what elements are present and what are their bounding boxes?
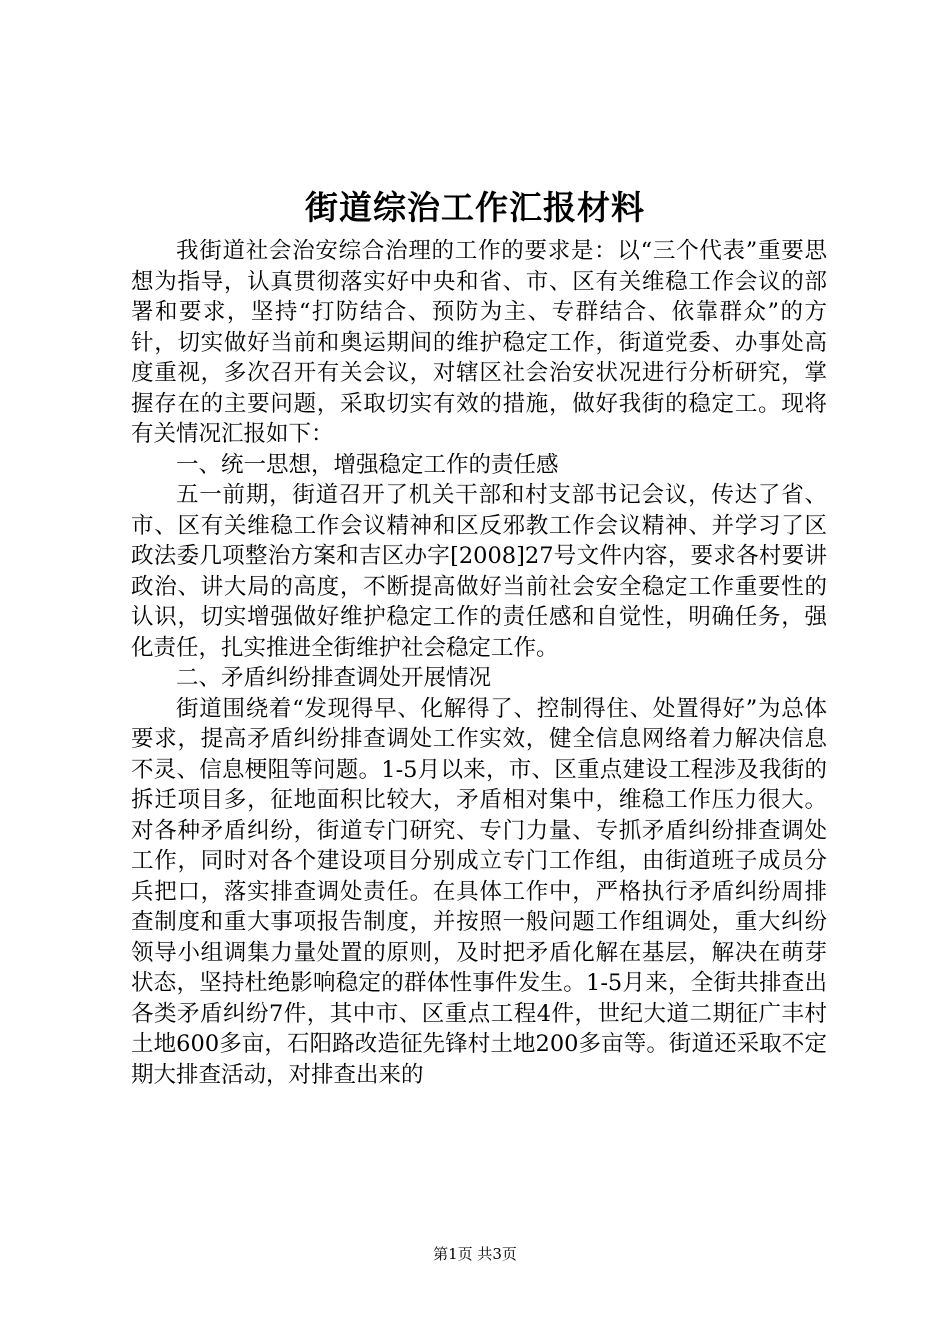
document-body bbox=[131, 236, 827, 1090]
section-1-paragraph: 五一前期，街道召开了机关干部和村支部书记会议，传达了省、市、区有关维稳工作会议精神和区反邪教工作会议精神、并学习了区政法委几项整治方案和吉区办字[2008]27号文件内容，要求各村要讲政治、讲大局的高度，不断提高做好当前社会安全稳定工作重要性的认识，切实增强做好维护稳定工作的责任感和自觉性，明确任务，强化责任，扎实推进全街维护社会稳定工作。 bbox=[131, 482, 827, 661]
document-title: 街道综治工作汇报材料 bbox=[305, 188, 645, 227]
section-2-paragraph: 街道围绕着“发现得早、化解得了、控制得住、处置得好”为总体要求，提高矛盾纠纷排查调处工作实效，健全信息网络着力解决信息不灵、信息梗阻等问题。1-5月以来，市、区重点建设工程涉及我街的拆迁项目多，征地面积比较大，矛盾相对集中，维稳工作压力很大。对各种矛盾纠纷，街道专门研究、专门力量、专抓矛盾纠纷排查调处工作，同时对各个建设项目分别成立专门工作组，由街道班子成员分兵把口，落实排查调处责任。在具体工作中，严格执行矛盾纠纷周排查制度和重大事项报告制度，并按照一般问题工作组调处，重大纠纷领导小组调集力量处置的原则，及时把矛盾化解在基层，解决在萌芽状态，坚持杜绝影响稳定的群体性事件发生。1-5月来，全街共排查出各类矛盾纠纷7件，其中市、区重点工程4件，世纪大道二期征广丰村土地600多亩，石阳路改造征先锋村土地200多亩等。街道还采取不定期大排查活动，对排查出来的 bbox=[131, 695, 827, 1088]
intro-paragraph: 我街道社会治安综合治理的工作的要求是：以“三个代表”重要思想为指导，认真贯彻落实好中央和省、市、区有关维稳工作会议的部署和要求，坚持“打防结合、预防为主、专群结合、依靠群众”的方针，切实做好当前和奥运期间的维护稳定工作，街道党委、办事处高度重视，多次召开有关会议，对辖区社会治安状况进行分析研究，掌握存在的主要问题，采取切实有效的措施，做好我街的稳定工。现将有关情况汇报如下： bbox=[131, 238, 827, 447]
page-number-footer: 第1页 共3页 bbox=[433, 1245, 517, 1263]
section-heading-1: 一、统一思想，增强稳定工作的责任感 bbox=[176, 451, 559, 478]
section-heading-2: 二、矛盾纠纷排查调处开展情况 bbox=[176, 665, 492, 691]
